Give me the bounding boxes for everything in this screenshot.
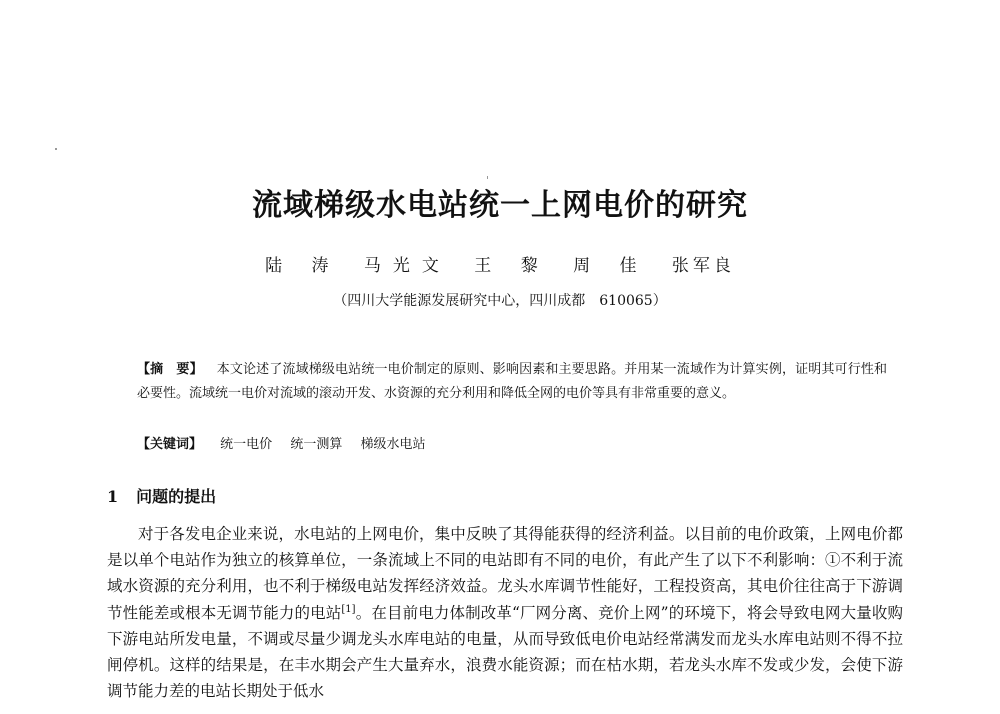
citation-reference[interactable]: [1] [341, 603, 356, 615]
abstract [137, 358, 887, 406]
abstract-label: 【摘 要】 [137, 362, 203, 377]
author-name: 陆 涛 [265, 256, 341, 276]
section-title: 问题的提出 [136, 487, 217, 506]
author-name: 张军良 [671, 256, 735, 276]
keyword: 统一测算 [290, 437, 343, 452]
abstract-text: 本文论述了流域梯级电站统一电价制定的原则、影响因素和主要思路。并用某一流域作为计算实例，证明其可行性和必要性。流域统一电价对流域的滚动开发、水资源的充分利用和降低全网的电价等具有非常重要的意义。 [137, 362, 887, 401]
author-name: 周 佳 [573, 256, 649, 276]
keywords [137, 434, 439, 456]
scan-speck [487, 176, 488, 179]
author-name: 王 黎 [474, 256, 550, 276]
section-number: 1 [107, 487, 119, 506]
author-list [0, 254, 1000, 278]
keyword: 梯级水电站 [360, 437, 426, 452]
body-text-part: 。在目前电力体制改革“厂网分离、竞价上网”的环境下，将会导致电网大量收购下游电站所发电量，不调或尽量少调龙头水库电站的电量，从而导致低电价电站经常满发而龙头水库电站则不得不拉闸停机。这样的结果是，在丰水期会产生大量弃水，浪费水能资源；而在枯水期，若龙头水库不发或少发，会使下游调节能力差的电站长期处于低水 [107, 603, 903, 701]
keywords-label: 【关键词】 [137, 437, 203, 452]
body-paragraph [107, 521, 903, 704]
keyword: 统一电价 [220, 437, 273, 452]
section-heading [107, 485, 216, 509]
body-text-part: 对于各发电企业来说，水电站的上网电价，集中反映了其得能获得的经济利益。以目前的电价政策，上网电价都是以单个电站作为独立的核算单位，一条流域上不同的电站即有不同的电价，有此产生了以下不利影响：①不利于流域水资源的充分利用，也不利于梯级电站发挥经济效益。龙头水库调节性能好，工程投资高，其电价往往高于下游调节性能差或根本无调节能力的电站 [107, 525, 903, 622]
affiliation: （四川大学能源发展研究中心，四川成都 610065） [333, 293, 667, 309]
scan-speck [55, 148, 57, 150]
author-name: 马光文 [363, 256, 451, 276]
paper-title: 流域梯级水电站统一上网电价的研究 [252, 188, 748, 223]
